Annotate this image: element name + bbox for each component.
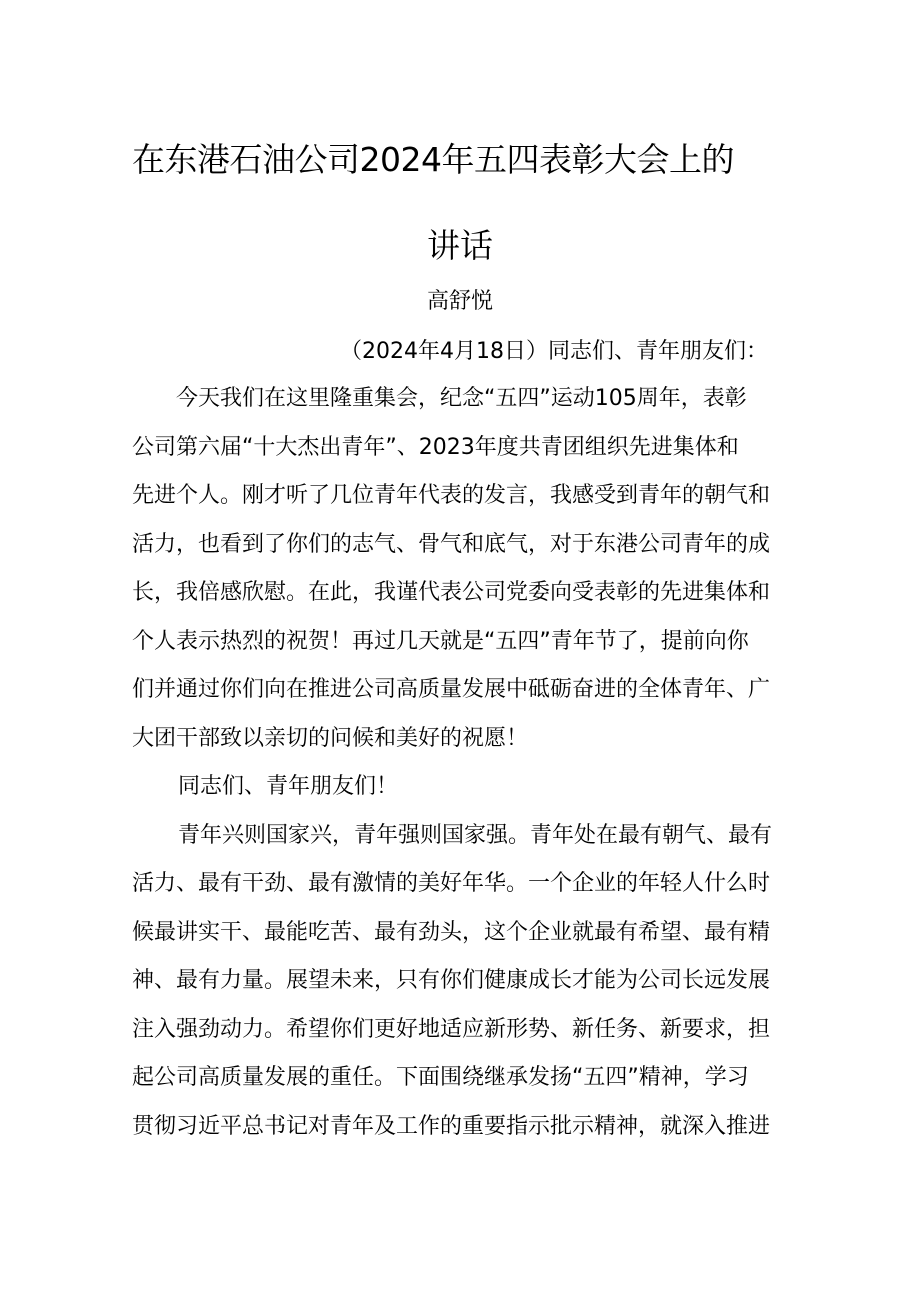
- paragraph-line: 候最讲实干、最能吃苦、最有劲头，这个企业就最有希望、最有精: [132, 920, 771, 945]
- paragraph-line: 们并通过你们向在推进公司高质量发展中砥砺奋进的全体青年、广: [132, 677, 771, 702]
- date-salutation-line: （2024年4月18日）同志们、青年朋友们：: [340, 339, 768, 364]
- paragraph-line: 注入强劲动力。希望你们更好地适应新形势、新任务、新要求，担: [132, 1017, 771, 1042]
- paragraph-line: 青年兴则国家兴，青年强则国家强。青年处在最有朝气、最有: [178, 823, 773, 848]
- paragraph-line: 先进个人。刚才听了几位青年代表的发言，我感受到青年的朝气和: [132, 483, 771, 508]
- paragraph-line: 今天我们在这里隆重集会，纪念“五四”运动105周年，表彰: [176, 386, 747, 411]
- paragraph-line: 活力，也看到了你们的志气、骨气和底气，对于东港公司青年的成: [132, 532, 771, 557]
- paragraph-line: 公司第六届“十大杰出青年”、2023年度共青团组织先进集体和: [132, 435, 739, 460]
- salutation-line: 同志们、青年朋友们！: [178, 774, 399, 799]
- paragraph-line: 神、最有力量。展望未来，只有你们健康成长才能为公司长远发展: [132, 968, 771, 993]
- title-line-2: 讲话: [427, 226, 493, 265]
- paragraph-line: 长，我倍感欣慰。在此，我谨代表公司党委向受表彰的先进集体和: [132, 580, 771, 605]
- paragraph-line: 活力、最有干劲、最有激情的美好年华。一个企业的年轻人什么时: [132, 871, 771, 896]
- paragraph-line: 大团干部致以亲切的问候和美好的祝愿！: [132, 726, 529, 751]
- paragraph-line: 个人表示热烈的祝贺！再过几天就是“五四”青年节了，提前向你: [132, 629, 749, 654]
- author-name: 高舒悦: [426, 289, 493, 314]
- paragraph-line: 起公司高质量发展的重任。下面围绕继承发扬“五四”精神，学习: [132, 1065, 749, 1090]
- paragraph-line: 贯彻习近平总书记对青年及工作的重要指示批示精神，就深入推进: [132, 1114, 771, 1139]
- title-line-1: 在东港石油公司2024年五四表彰大会上的: [132, 140, 734, 179]
